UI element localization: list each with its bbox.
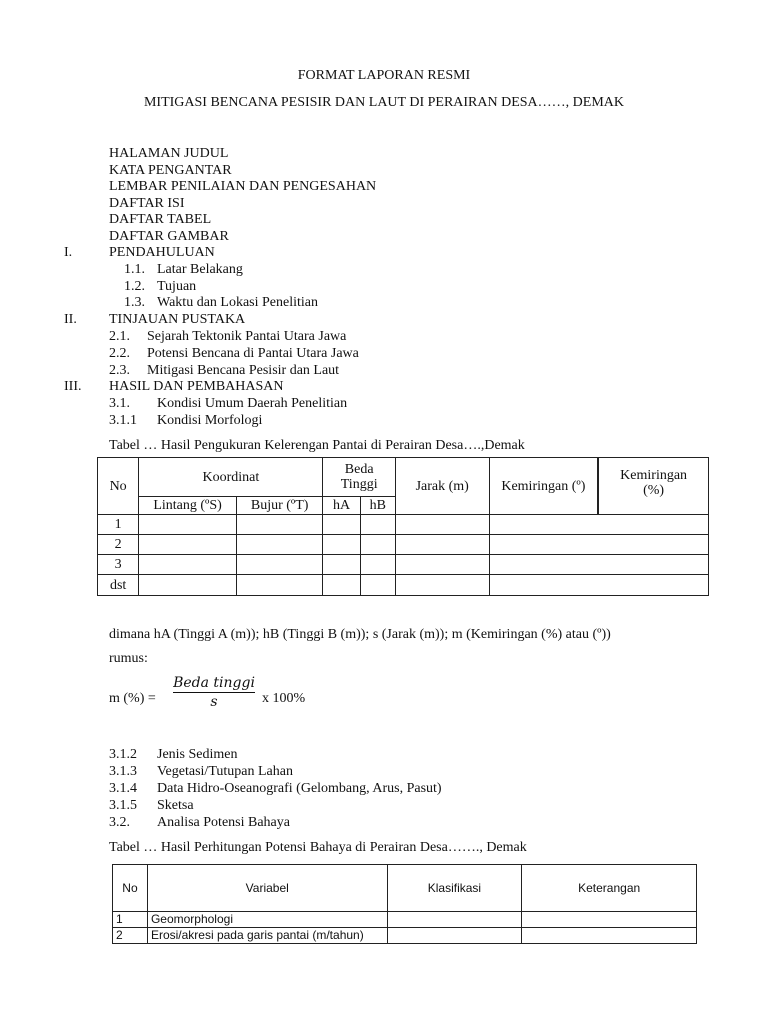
cell-empty [489, 515, 708, 535]
header-kemiringan-line1: Kemiringan [620, 468, 688, 483]
cell-empty [323, 555, 360, 575]
section-label: Sejarah Tektonik Pantai Utara Jawa [147, 329, 347, 344]
section-number: 3.1. [109, 396, 130, 411]
header-hb: hB [360, 497, 395, 515]
cell-empty [395, 515, 489, 535]
header-no: No [113, 865, 148, 912]
cell-empty [236, 535, 323, 555]
section-label: Mitigasi Bencana Pesisir dan Laut [147, 363, 340, 378]
section-label: Tujuan [157, 279, 197, 294]
cell-empty [360, 555, 395, 575]
header-lintang: Lintang (ºS) [139, 497, 237, 515]
hazard-potential-table [112, 864, 697, 944]
cell-empty [395, 575, 489, 596]
cell-empty [489, 575, 708, 596]
table-row [98, 515, 709, 535]
section-label: Jenis Sedimen [157, 747, 238, 762]
header-kemiringan-degree: Kemiringan (º) [489, 458, 598, 515]
chapter-number: I. [64, 245, 73, 260]
cell-empty [387, 912, 522, 928]
cell-empty [395, 555, 489, 575]
cell-empty [323, 515, 360, 535]
cell-empty [236, 575, 323, 596]
row-no: 2 [98, 535, 139, 555]
section-number: 3.2. [109, 815, 130, 830]
table1-caption: Tabel … Hasil Pengukuran Kelerengan Pantai di Perairan Desa….,Demak [109, 438, 525, 453]
section-number: 3.1.1 [109, 413, 137, 428]
document-title: FORMAT LAPORAN RESMI [297, 68, 471, 83]
section-number: 3.1.3 [109, 764, 137, 779]
cell-empty [360, 535, 395, 555]
section-number: 2.1. [109, 329, 130, 344]
section-label: Kondisi Umum Daerah Penelitian [157, 396, 348, 411]
section-label: Latar Belakang [157, 262, 243, 277]
row-no: 1 [113, 912, 148, 928]
section-label: Data Hidro-Oseanografi (Gelombang, Arus, Pasut) [157, 781, 442, 796]
table-row [113, 912, 697, 928]
formula-denominator: s [210, 694, 218, 710]
cell-empty [236, 555, 323, 575]
cell-empty [323, 535, 360, 555]
header-klasifikasi: Klasifikasi [387, 865, 522, 912]
section-number: 1.1. [124, 262, 145, 277]
cell-empty [395, 535, 489, 555]
formula-label: rumus: [109, 651, 148, 666]
header-beda-line2: Tinggi [340, 477, 378, 492]
toc-front-item: DAFTAR ISI [109, 196, 185, 211]
table-row [98, 535, 709, 555]
row-no: 1 [98, 515, 139, 535]
header-variabel: Variabel [147, 865, 387, 912]
cell-empty [522, 928, 697, 944]
document-subtitle: MITIGASI BENCANA PESISIR DAN LAUT DI PERAIRAN DESA……, DEMAK [143, 95, 625, 110]
table-row [98, 575, 709, 596]
toc-front-item: DAFTAR TABEL [109, 212, 212, 227]
toc-front-item: DAFTAR GAMBAR [109, 229, 229, 244]
section-label: Analisa Potensi Bahaya [157, 815, 290, 830]
cell-empty [323, 575, 360, 596]
section-number: 2.2. [109, 346, 130, 361]
table-row [113, 928, 697, 944]
formula-lhs: m (%) = [109, 691, 156, 706]
header-beda-tinggi [323, 458, 395, 497]
section-label: Sketsa [157, 798, 194, 813]
formula-rhs: x 100% [262, 691, 306, 706]
chapter-number: II. [64, 312, 77, 327]
header-no: No [98, 458, 139, 515]
toc-front-item: KATA PENGANTAR [109, 163, 232, 178]
toc-front-item: LEMBAR PENILAIAN DAN PENGESAHAN [109, 179, 377, 194]
formula-numerator: Beda tinggi [173, 675, 255, 691]
section-label: Waktu dan Lokasi Penelitian [157, 295, 318, 310]
toc-front-item: HALAMAN JUDUL [109, 146, 229, 161]
cell-empty [139, 515, 237, 535]
cell-empty [489, 555, 708, 575]
chapter-number: III. [64, 379, 82, 394]
slope-measurement-table [97, 457, 709, 596]
row-no: 2 [113, 928, 148, 944]
variable-note: dimana hA (Tinggi A (m)); hB (Tinggi B (m)); s (Jarak (m)); m (Kemiringan (%) atau (º)) [109, 627, 611, 642]
section-number: 1.3. [124, 295, 145, 310]
row-no: 3 [98, 555, 139, 575]
cell-empty [139, 575, 237, 596]
section-label: Kondisi Morfologi [157, 413, 263, 428]
header-koordinat: Koordinat [139, 458, 323, 497]
table2-caption: Tabel … Hasil Perhitungan Potensi Bahaya di Perairan Desa……., Demak [109, 840, 527, 855]
cell-empty [139, 555, 237, 575]
header-kemiringan-percent [599, 458, 709, 515]
section-number: 3.1.2 [109, 747, 137, 762]
row-variabel: Erosi/akresi pada garis pantai (m/tahun) [147, 928, 387, 944]
cell-empty [387, 928, 522, 944]
chapter-title: TINJAUAN PUSTAKA [109, 312, 246, 327]
cell-empty [236, 515, 323, 535]
header-kemiringan-line2: (%) [643, 483, 665, 498]
header-beda-line1: Beda [344, 462, 374, 477]
section-number: 3.1.4 [109, 781, 137, 796]
header-jarak: Jarak (m) [395, 458, 489, 515]
cell-empty [360, 515, 395, 535]
header-keterangan: Keterangan [522, 865, 697, 912]
fraction-bar [173, 692, 255, 693]
section-label: Vegetasi/Tutupan Lahan [157, 764, 293, 779]
row-variabel: Geomorphologi [147, 912, 387, 928]
chapter-title: HASIL DAN PEMBAHASAN [109, 379, 284, 394]
header-ha: hA [323, 497, 360, 515]
table-row [98, 555, 709, 575]
row-no: dst [98, 575, 139, 596]
cell-empty [139, 535, 237, 555]
cell-empty [360, 575, 395, 596]
section-number: 3.1.5 [109, 798, 137, 813]
cell-empty [489, 535, 708, 555]
chapter-title: PENDAHULUAN [109, 245, 215, 260]
section-number: 2.3. [109, 363, 130, 378]
cell-empty [522, 912, 697, 928]
header-bujur: Bujur (ºT) [236, 497, 323, 515]
section-label: Potensi Bencana di Pantai Utara Jawa [147, 346, 359, 361]
section-number: 1.2. [124, 279, 145, 294]
